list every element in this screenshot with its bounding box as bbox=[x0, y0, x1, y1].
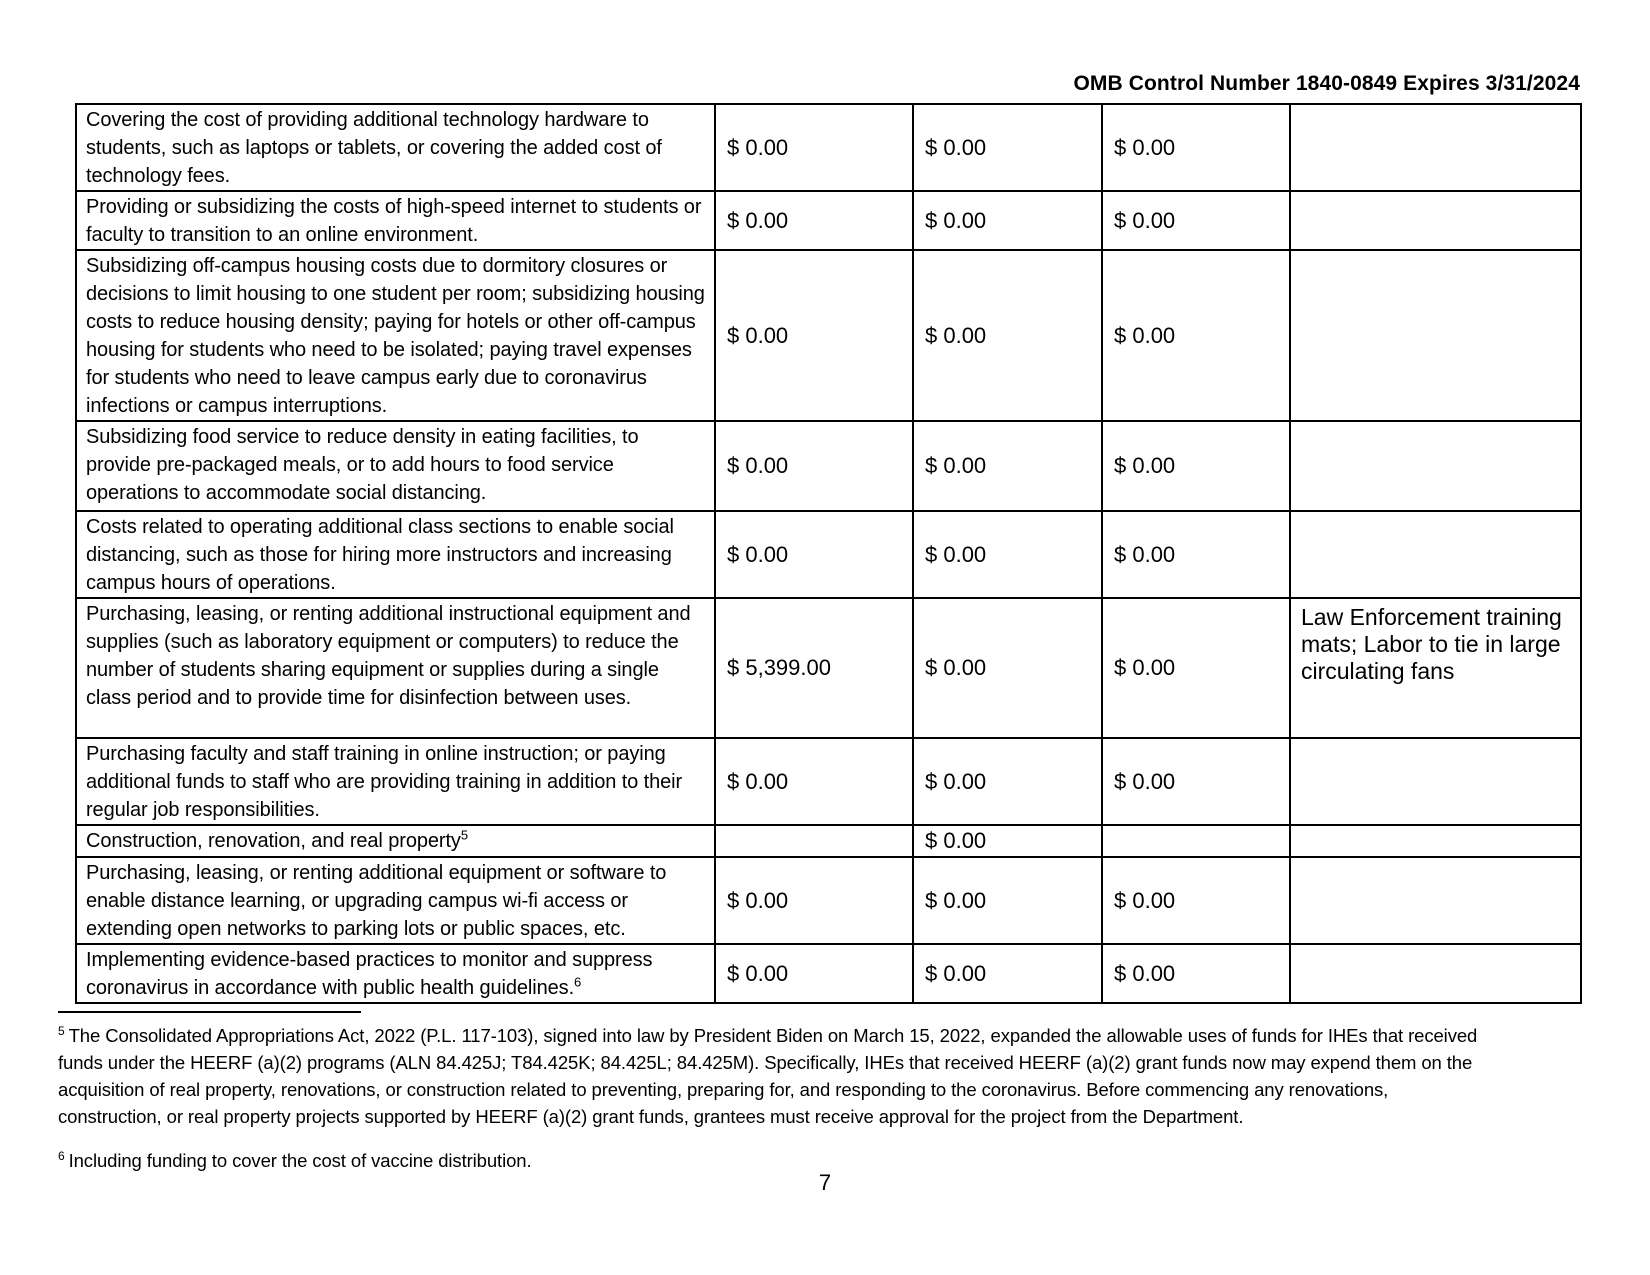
amount-cell bbox=[715, 825, 913, 857]
table-row bbox=[76, 250, 1581, 421]
amount-cell: $ 5,399.00 bbox=[715, 598, 913, 738]
notes-cell bbox=[1290, 511, 1581, 598]
notes-cell bbox=[1290, 857, 1581, 944]
category-cell: Providing or subsidizing the costs of high-speed internet to students or faculty to transition to an online environment. bbox=[76, 191, 715, 250]
page-number: 7 bbox=[818, 1170, 832, 1195]
amount-cell: $ 0.00 bbox=[715, 191, 913, 250]
amount-cell: $ 0.00 bbox=[715, 421, 913, 511]
amount-cell: $ 0.00 bbox=[913, 738, 1102, 825]
footnote-5: $^5$ The Consolidated Appropriations Act, 2022 (P.L. 117-103), signed into law by President Biden on March 15, 2022, expanded the allowable uses of funds for IHEs that received funds under the HEERF (a)(2) programs (ALN 84.425J; T84.425K; 84.425L; 84.425M). Specifically, IHEs that received HEERF (a)(2) grant funds now may expend them on the acquisition of real property, renovations, or construction related to preventing, preparing for, and responding to the coronavirus. Before commencing any renovations, construction, or real property projects supported by HEERF (a)(2) grant funds, grantees must receive approval for the project from the Department. bbox=[58, 1023, 1478, 1127]
table-row bbox=[76, 191, 1581, 250]
category-cell: Purchasing, leasing, or renting additional instructional equipment and supplies (such as laboratory equipment or computers) to reduce the number of students sharing equipment or supplies during a single class period and to provide time for disinfection between uses. bbox=[76, 598, 715, 738]
footnote-ref-6: 6 bbox=[574, 974, 582, 990]
table-row bbox=[76, 598, 1581, 738]
table-row bbox=[76, 421, 1581, 511]
table-row bbox=[76, 944, 1581, 1003]
category-cell: Covering the cost of providing additional technology hardware to students, such as laptops or tablets, or covering the added cost of technology fees. bbox=[76, 104, 715, 191]
footnotes bbox=[58, 1022, 1603, 1174]
omb-control-header: OMB Control Number 1840-0849 Expires 3/31/2024 bbox=[1073, 72, 1580, 95]
amount-cell: $ 0.00 bbox=[1102, 598, 1290, 738]
category-cell: Costs related to operating additional class sections to enable social distancing, such as those for hiring more instructors and increasing campus hours of operations. bbox=[76, 511, 715, 598]
footnote-separator-rule bbox=[58, 1011, 361, 1013]
amount-cell: $ 0.00 bbox=[1102, 191, 1290, 250]
category-cell: Construction, renovation, and real property$^5$ bbox=[76, 825, 715, 857]
amount-cell: $ 0.00 bbox=[913, 825, 1102, 857]
footnote-6: $^6$ Including funding to cover the cost of vaccine distribution. bbox=[58, 1148, 532, 1171]
amount-cell: $ 0.00 bbox=[1102, 511, 1290, 598]
amount-cell: $ 0.00 bbox=[913, 191, 1102, 250]
amount-cell: $ 0.00 bbox=[715, 511, 913, 598]
amount-cell: $ 0.00 bbox=[715, 944, 913, 1003]
amount-cell: $ 0.00 bbox=[715, 857, 913, 944]
amount-cell: $ 0.00 bbox=[913, 511, 1102, 598]
footnote-5-marker: 5 bbox=[58, 1023, 65, 1038]
amount-cell: $ 0.00 bbox=[1102, 250, 1290, 421]
notes-cell: Law Enforcement training mats; Labor to tie in large circulating fans bbox=[1290, 598, 1581, 738]
amount-cell: $ 0.00 bbox=[1102, 421, 1290, 511]
notes-cell bbox=[1290, 738, 1581, 825]
category-cell: Purchasing, leasing, or renting additional equipment or software to enable distance learning, or upgrading campus wi-fi access or extending open networks to parking lots or public spaces, etc. bbox=[76, 857, 715, 944]
footnote-ref-5: 5 bbox=[460, 827, 468, 843]
table-row bbox=[76, 738, 1581, 825]
category-cell: Subsidizing food service to reduce density in eating facilities, to provide pre-packaged meals, or to add hours to food service operations to accommodate social distancing. bbox=[76, 421, 715, 511]
amount-cell: $ 0.00 bbox=[913, 421, 1102, 511]
table-row bbox=[76, 857, 1581, 944]
expenditure-table bbox=[75, 103, 1582, 1004]
notes-cell bbox=[1290, 421, 1581, 511]
notes-cell bbox=[1290, 250, 1581, 421]
category-cell: Subsidizing off-campus housing costs due to dormitory closures or decisions to limit housing to one student per room; subsidizing housing costs to reduce housing density; paying for hotels or other off-campus housing for students who need to be isolated; paying travel expenses for students who need to leave campus early due to coronavirus infections or campus interruptions. bbox=[76, 250, 715, 421]
amount-cell: $ 0.00 bbox=[1102, 944, 1290, 1003]
amount-cell: $ 0.00 bbox=[913, 857, 1102, 944]
notes-cell bbox=[1290, 104, 1581, 191]
notes-cell bbox=[1290, 825, 1581, 857]
amount-cell: $ 0.00 bbox=[1102, 104, 1290, 191]
amount-cell: $ 0.00 bbox=[1102, 738, 1290, 825]
notes-cell bbox=[1290, 191, 1581, 250]
footnote-6-marker: 6 bbox=[58, 1148, 65, 1163]
amount-cell bbox=[1102, 825, 1290, 857]
table-row bbox=[76, 511, 1581, 598]
amount-cell: $ 0.00 bbox=[1102, 857, 1290, 944]
amount-cell: $ 0.00 bbox=[715, 104, 913, 191]
table-row bbox=[76, 104, 1581, 191]
amount-cell: $ 0.00 bbox=[913, 598, 1102, 738]
category-cell: Purchasing faculty and staff training in online instruction; or paying additional funds to staff who are providing training in addition to their regular job responsibilities. bbox=[76, 738, 715, 825]
amount-cell: $ 0.00 bbox=[715, 250, 913, 421]
amount-cell: $ 0.00 bbox=[913, 250, 1102, 421]
amount-cell: $ 0.00 bbox=[913, 944, 1102, 1003]
table-row bbox=[76, 825, 1581, 857]
amount-cell: $ 0.00 bbox=[715, 738, 913, 825]
category-cell: Implementing evidence-based practices to monitor and suppress coronavirus in accordance with public health guidelines.$^6$ bbox=[76, 944, 715, 1003]
amount-cell: $ 0.00 bbox=[913, 104, 1102, 191]
notes-cell bbox=[1290, 944, 1581, 1003]
